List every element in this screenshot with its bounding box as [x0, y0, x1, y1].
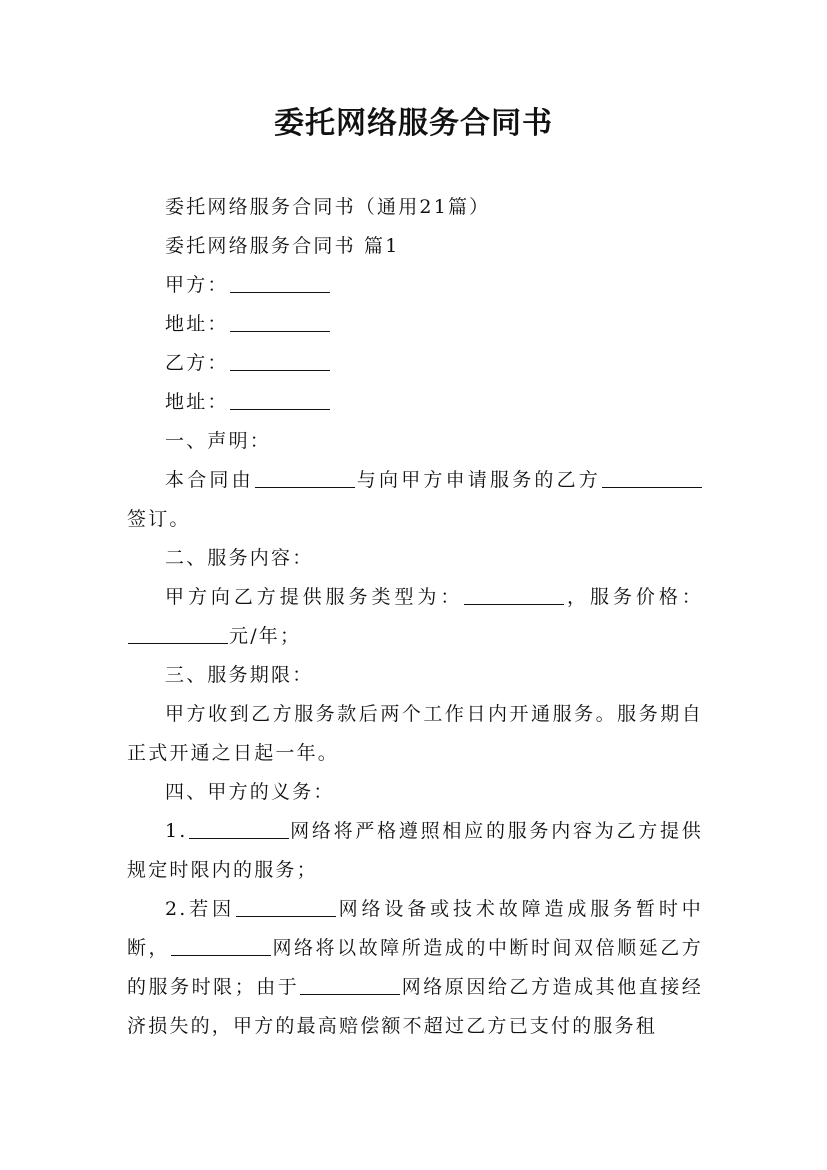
- address-a-label: 地址：: [165, 313, 229, 335]
- blank-line: [602, 468, 702, 488]
- party-b-label: 乙方：: [165, 352, 229, 374]
- text-segment: 签订。: [127, 508, 191, 530]
- paragraph-address-a: [127, 305, 703, 344]
- text-segment: 网络将严格遵照相应的服务内容为乙方提供规定时限内的服务；: [127, 820, 703, 881]
- blank-line: [230, 312, 330, 332]
- blank-line: [171, 936, 271, 956]
- text-segment: 网络原因给乙方造成其他直接经济损失的，甲方的最高赔偿额不超过乙方已支付的服务租: [127, 976, 703, 1037]
- text-segment: 与向甲方申请服务的乙方: [355, 469, 601, 491]
- text-segment: 2.若因: [165, 898, 235, 920]
- text-segment: 甲方向乙方提供服务类型为：: [165, 586, 464, 608]
- blank-line: [464, 585, 564, 605]
- text-segment: ，服务价格：: [565, 586, 703, 608]
- paragraph-obligation-1: [127, 812, 703, 890]
- paragraph-section-heading: 委托网络服务合同书 篇1: [165, 235, 400, 257]
- blank-line: [189, 819, 289, 839]
- text-segment: 网络设备或技术故障造成服务暂时中断，: [127, 898, 703, 959]
- heading-service-content: 二、服务内容：: [165, 547, 314, 569]
- paragraph-party-b: [127, 344, 703, 383]
- document-title: 委托网络服务合同书: [274, 106, 553, 141]
- text-segment: 1.: [165, 820, 188, 842]
- blank-line: [255, 468, 355, 488]
- paragraph-service-content: [127, 578, 703, 656]
- paragraph-service-term: 甲方收到乙方服务款后两个工作日内开通服务。服务期自正式开通之日起一年。: [127, 703, 703, 764]
- blank-line: [230, 351, 330, 371]
- text-segment: 元/年；: [229, 625, 302, 647]
- blank-line: [300, 975, 400, 995]
- blank-line: [236, 897, 336, 917]
- party-a-label: 甲方：: [165, 274, 229, 296]
- paragraph-subtitle: 委托网络服务合同书（通用21篇）: [165, 196, 491, 218]
- document-body: [127, 188, 703, 1046]
- blank-line: [230, 273, 330, 293]
- heading-service-term: 三、服务期限：: [165, 664, 314, 686]
- text-segment: 本合同由: [165, 469, 254, 491]
- blank-line: [128, 624, 228, 644]
- address-b-label: 地址：: [165, 391, 229, 413]
- heading-declaration: 一、声明：: [165, 430, 272, 452]
- paragraph-declaration: [127, 461, 703, 539]
- paragraph-address-b: [127, 383, 703, 422]
- blank-line: [230, 390, 330, 410]
- heading-party-a-obligations: 四、甲方的义务：: [165, 781, 335, 803]
- paragraph-obligation-2: [127, 890, 703, 1046]
- text-segment: 网络将以故障所造成的中断时间双倍顺延乙方的服务时限；由于: [127, 937, 703, 998]
- paragraph-party-a: [127, 266, 703, 305]
